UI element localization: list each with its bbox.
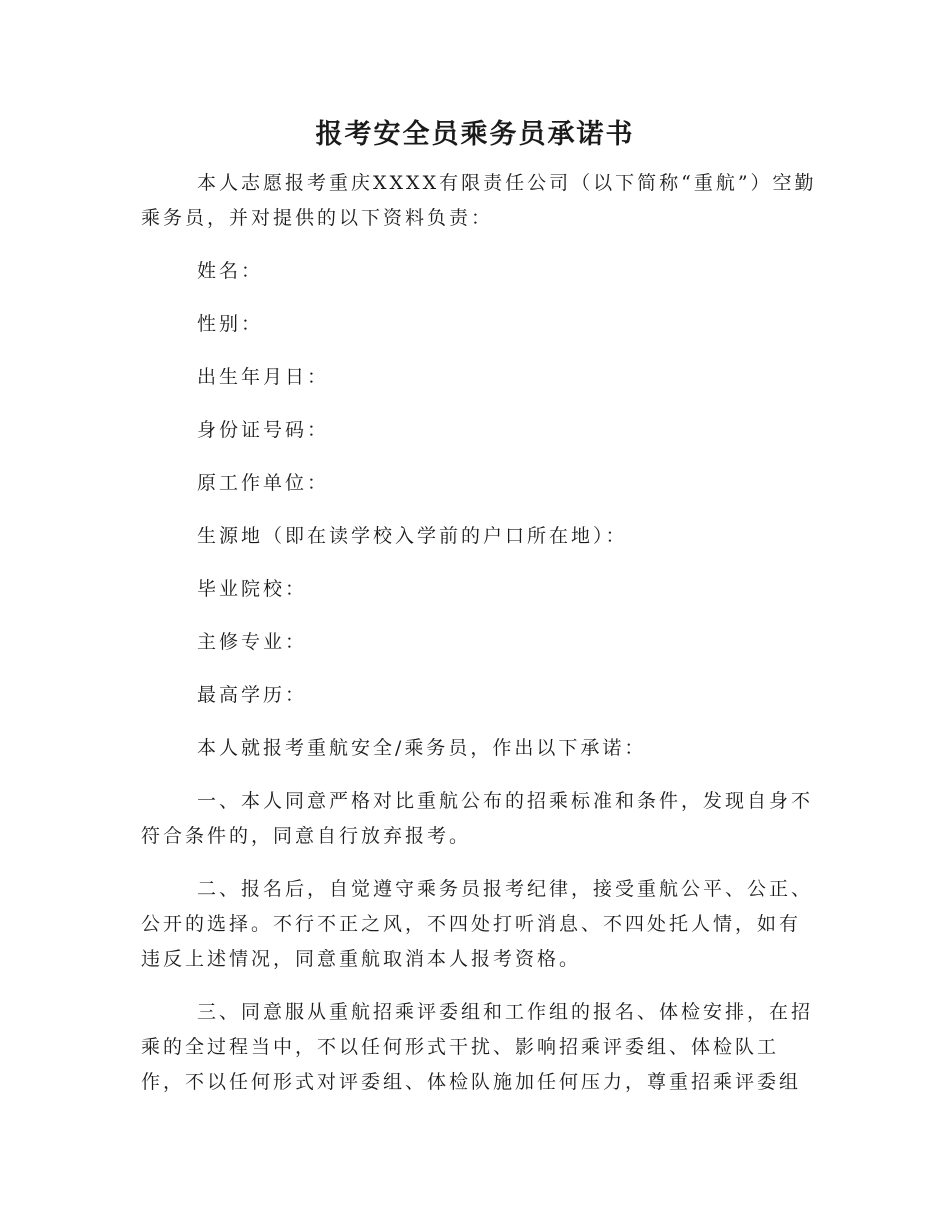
pledge-item-3-line-2: 乘的全过程当中，不以任何形式干扰、影响招乘评委组、体检队工: [141, 1036, 780, 1058]
pledge-item-2-line-3: 违反上述情况，同意重航取消本人报考资格。: [141, 948, 582, 970]
pledge-item-1-line-1: 一、本人同意严格对比重航公布的招乘标准和条件，发现自身不: [197, 790, 814, 812]
field-major: 主修专业：: [197, 631, 308, 653]
field-gender: 性别：: [197, 313, 264, 335]
pledge-intro: 本人就报考重航安全/乘务员，作出以下承诺：: [197, 737, 647, 759]
field-origin-place: 生源地（即在读学校入学前的户口所在地）：: [197, 525, 628, 547]
document-body: [141, 166, 817, 1100]
pledge-item-2: [141, 872, 814, 977]
pledge-item-2-line-1: 二、报名后，自觉遵守乘务员报考纪律，接受重航公平、公正、: [197, 878, 814, 900]
field-id-number: 身份证号码：: [197, 419, 330, 441]
pledge-item-3: [141, 995, 814, 1100]
pledge-item-3-line-3: 作，不以任何形式对评委组、体检队施加任何压力，尊重招乘评委组: [141, 1071, 802, 1093]
pledge-item-2-line-2: 公开的选择。不行不正之风，不四处打听消息、不四处托人情，如有: [141, 913, 802, 935]
pledge-item-1: [141, 784, 814, 854]
intro-line-1: 本人志愿报考重庆XXXX有限责任公司（以下简称“重航”）空勤: [197, 172, 817, 194]
pledge-item-3-line-1: 三、同意服从重航招乘评委组和工作组的报名、体检安排，在招: [197, 1001, 814, 1023]
field-birth-date: 出生年月日：: [197, 366, 330, 388]
field-graduate-school: 毕业院校：: [197, 578, 308, 600]
intro-paragraph: [141, 166, 817, 236]
field-highest-degree: 最高学历：: [197, 684, 308, 706]
document-title: 报考安全员乘务员承诺书: [315, 119, 635, 150]
pledge-item-1-line-2: 符合条件的，同意自行放弃报考。: [141, 825, 472, 847]
field-name: 姓名：: [197, 260, 264, 282]
intro-line-2: 乘务员，并对提供的以下资料负责：: [141, 207, 494, 229]
field-previous-employer: 原工作单位：: [197, 472, 330, 494]
